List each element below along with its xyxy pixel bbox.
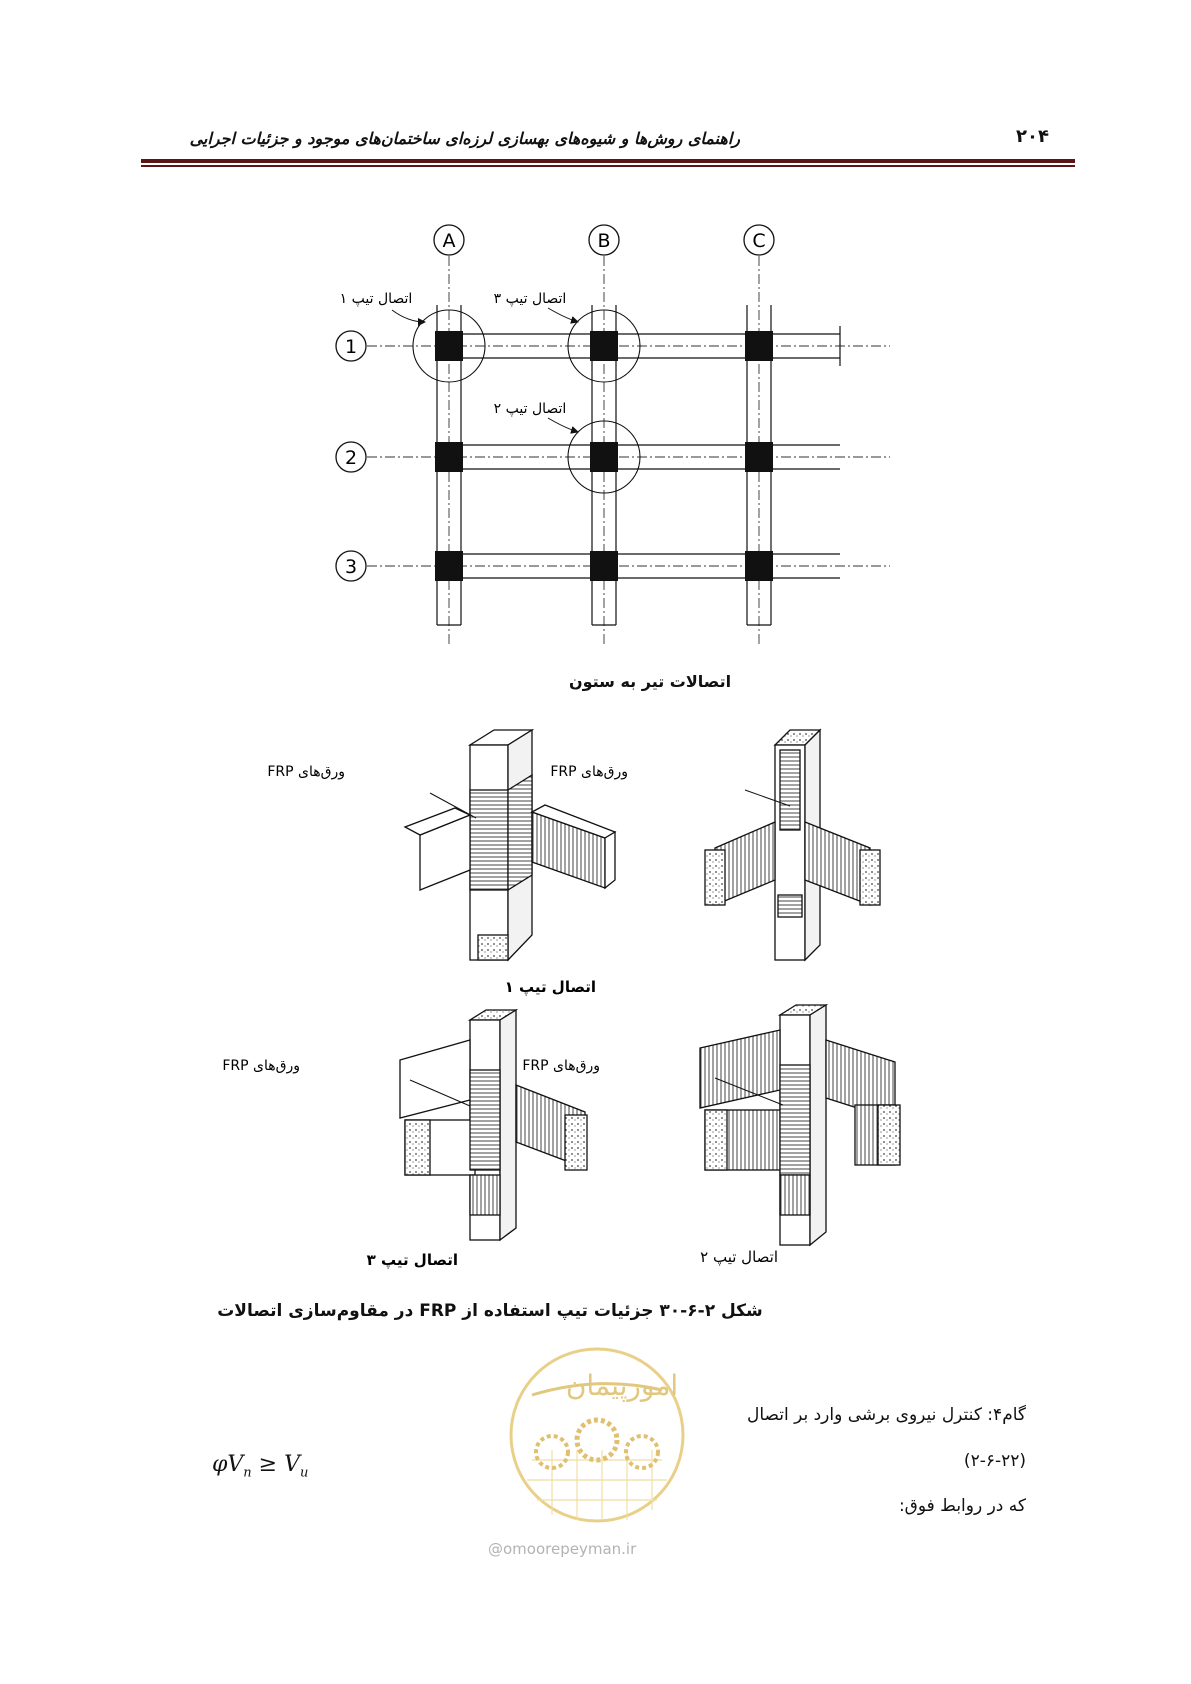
callout-type1: اتصال تیپ ۱ xyxy=(339,291,413,307)
watermark-logo-text: امورپیمان xyxy=(565,1369,679,1402)
beam-outlines xyxy=(435,305,840,625)
svg-text:1: 1 xyxy=(344,336,358,358)
axis-bubble-C xyxy=(744,225,774,255)
figure-caption: شکل ۲-۶-۳۰ جزئیات تیپ استفاده از FRP در مقاوم‌سازی اتصالات xyxy=(217,1301,763,1321)
type2-detail xyxy=(700,1005,900,1245)
type2-label: اتصال تیپ ۲ xyxy=(700,1248,778,1266)
type3-label: اتصال تیپ ۳ xyxy=(366,1251,458,1269)
svg-text:A: A xyxy=(442,230,456,252)
callout-type2: اتصال تیپ ۲ xyxy=(493,401,567,417)
callout-type3: اتصال تیپ ۳ xyxy=(493,291,567,307)
svg-text:B: B xyxy=(597,230,611,252)
axis-bubble-1 xyxy=(336,331,366,361)
formula-phi: φ xyxy=(212,1452,228,1477)
watermark-logo xyxy=(492,1340,702,1530)
formula-sub-u: u xyxy=(299,1465,309,1481)
beam-column-plan-drawing xyxy=(320,220,900,640)
header-rule-thick xyxy=(141,159,1075,163)
axis-bubble-2 xyxy=(336,442,366,472)
step4-text: گام۴: کنترل نیروی برشی وارد بر اتصال xyxy=(746,1405,1026,1425)
type3-sheet-label: ورق‌های FRP xyxy=(222,1058,300,1074)
frp-detail-drawings xyxy=(222,705,910,1295)
type2-sheet-label: ورق‌های FRP xyxy=(522,1058,600,1074)
type1-right-sheet-label: ورق‌های FRP xyxy=(550,764,628,780)
shear-formula xyxy=(212,1452,308,1480)
type1-left-sheet-label: ورق‌های FRP xyxy=(267,764,345,780)
watermark-url: @omoorepeyman.ir xyxy=(488,1540,637,1558)
axis-bubble-B xyxy=(589,225,619,255)
page-number: ۲۰۴ xyxy=(1016,126,1049,147)
formula-v-n: V xyxy=(227,1452,244,1477)
type1-label: اتصال تیپ ۱ xyxy=(504,978,596,996)
axis-bubble-3 xyxy=(336,551,366,581)
formula-geq: ≥ xyxy=(251,1452,285,1477)
axis-bubble-A xyxy=(434,225,464,255)
formula-v-u: V xyxy=(284,1452,300,1477)
svg-text:2: 2 xyxy=(344,447,358,469)
header-rule-thin xyxy=(141,165,1075,167)
running-header-title: راهنمای روش‌ها و شیوه‌های بهسازی لرزه‌ای ساختمان‌های موجود و جزئیات اجرایی xyxy=(189,129,740,148)
where-text: که در روابط فوق: xyxy=(898,1496,1026,1516)
svg-text:3: 3 xyxy=(344,556,358,578)
type1-detail-right xyxy=(705,730,880,960)
svg-text:C: C xyxy=(752,230,766,252)
plan-subtitle: اتصالات تیر به ستون xyxy=(568,672,732,691)
type3-detail xyxy=(400,1010,587,1240)
formula-sub-n: n xyxy=(243,1465,252,1481)
equation-number: (۲-۶-۲۲) xyxy=(963,1451,1026,1471)
